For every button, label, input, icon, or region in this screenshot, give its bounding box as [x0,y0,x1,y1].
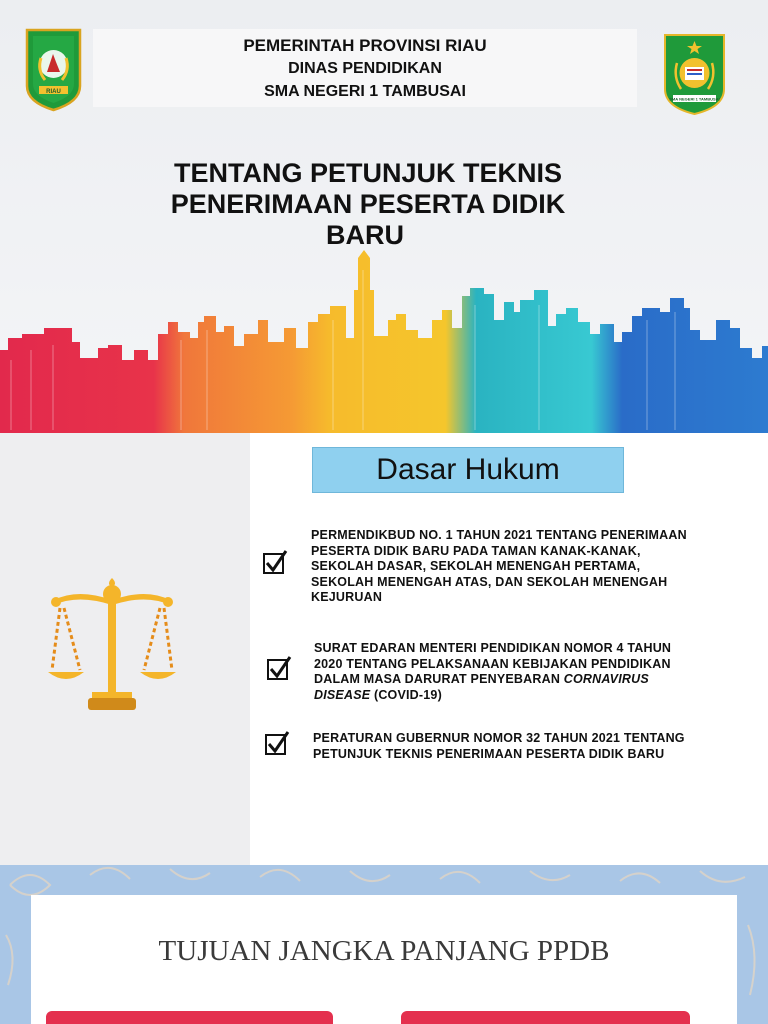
goal-box-left [46,1011,333,1024]
logo-right-text: SMA NEGERI 1 TAMBUSAI [669,96,720,102]
checkbox-checked-icon [264,730,290,756]
riau-province-emblem-icon [25,28,82,112]
title-line-1: TENTANG PETUNJUK TEKNIS [173,158,563,188]
goals-title: TUJUAN JANGKA PANJANG PPDB [158,935,610,967]
dasar-hukum-heading-text: Dasar Hukum [376,453,560,486]
header-line-1: PEMERINTAH PROVINSI RIAU [243,36,487,55]
law-item-2-line [314,688,671,704]
law-item-2-text: (COVID-19) [370,687,442,702]
law-item-2-italic: DISEASE [314,687,371,702]
scales-of-justice-icon [48,578,176,718]
city-skyline-illustration [0,250,768,433]
header-line-3: SMA NEGERI 1 TAMBUSAI [264,83,466,100]
law-item-1-line: PESERTA DIDIK BARU PADA TAMAN KANAK-KANAK, [311,543,641,558]
legal-basis-slide [0,433,768,865]
header-line-2: DINAS PENDIDIKAN [288,60,442,77]
law-item-3-line: PERATURAN GUBERNUR NOMOR 32 TAHUN 2021 TENTANG [313,731,685,745]
title-line-3: BARU [326,220,404,250]
checkbox-checked-icon [266,655,292,681]
law-item-3 [313,731,685,762]
main-title [120,158,616,251]
dasar-hukum-heading [312,447,624,493]
law-item-1-line: KEJURUAN [311,590,383,604]
law-item-1-line: SEKOLAH MENENGAH ATAS, DAN SEKOLAH MENENGAH [311,574,668,589]
school-emblem-icon [663,33,726,116]
law-item-2-line: SURAT EDARAN MENTERI PENDIDIKAN NOMOR 4 TAHUN [314,641,672,655]
law-item-2-line: 2020 TENTANG PELAKSANAAN KEBIJAKAN PENDIDIKAN [314,656,671,671]
title-line-2: PENERIMAAN PESERTA DIDIK [170,189,566,219]
checkbox-checked-icon [262,549,288,575]
law-item-1 [311,528,687,606]
cover-slide [0,0,768,433]
law-item-2-line [314,672,671,688]
law-item-2-italic: CORNAVIRUS [563,672,649,686]
law-item-1-line: SEKOLAH DASAR, SEKOLAH MENENGAH PERTAMA, [311,559,641,573]
law-item-2 [314,641,671,703]
long-term-goals-slide [0,865,768,1024]
goal-box-right [401,1011,690,1024]
logo-left-text: RIAU [46,89,61,95]
law-item-2-text: DALAM MASA DARURAT PENYEBARAN [314,672,564,686]
goals-card [31,895,737,1024]
law-item-3-line: PETUNJUK TEKNIS PENERIMAAN PESERTA DIDIK BARU [313,746,665,761]
header-banner [93,29,637,107]
law-item-1-line: PERMENDIKBUD NO. 1 TAHUN 2021 TENTANG PENERIMAAN [311,528,687,542]
